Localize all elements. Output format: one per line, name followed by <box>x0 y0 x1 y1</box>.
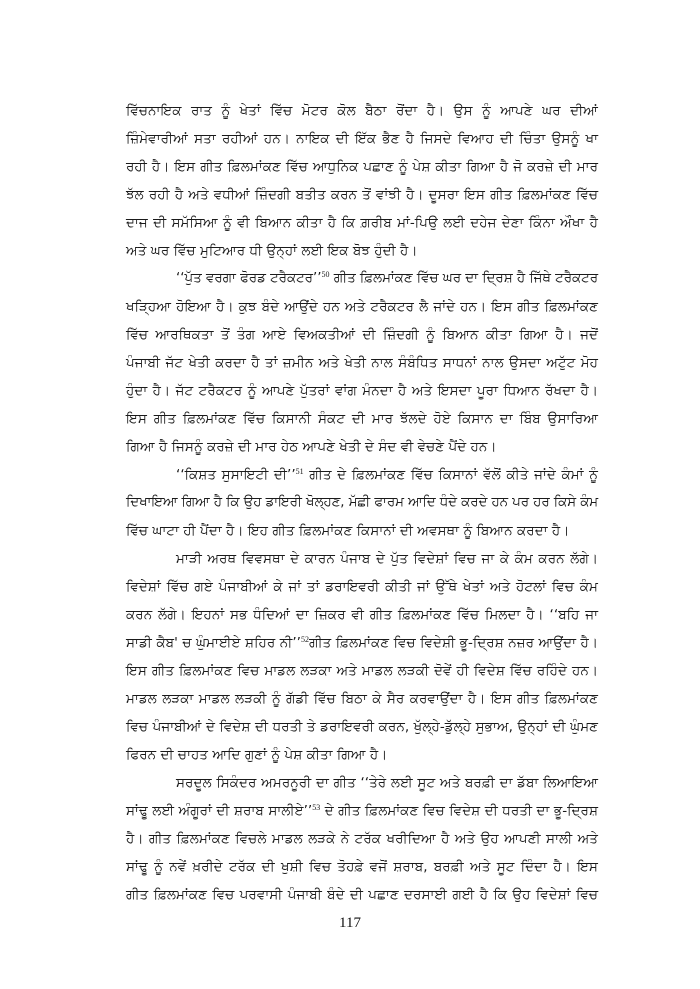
line-text: ਮਾਡਲ ਲੜਕਾ ਮਾਡਲ ਲੜਕੀ ਨੂੰ ਗੱਡੀ ਵਿੱਚ ਬਿਠਾ ਕੇ ਸੈਰ ਕਰਵਾਉਂਦਾ ਹੈ। ਇਸ ਗੀਤ ਫ਼ਿਲਮਾਂਕਣ <box>126 691 598 707</box>
line-text: ਸਾਂਢੂ ਲਈ ਅੰਗੂਰਾਂ ਦੀ ਸ਼ਰਾਬ ਸਾਲੀਏ’’ <box>126 803 313 819</box>
footnote-reference: 52 <box>300 635 309 644</box>
line-text: ਦਾਜ ਦੀ ਸਮੱਸਿਆ ਨੂੰ ਵੀ ਬਿਆਨ ਕੀਤਾ ਹੈ ਕਿ ਗ਼ਰੀਬ ਮਾਂ-ਪਿਉ ਲਈ ਦਹੇਜ ਦੇਣਾ ਕਿੰਨਾ ਔਖਾ ਹੈ <box>126 215 598 231</box>
text-line <box>126 657 598 685</box>
text-line <box>126 181 598 209</box>
line-text: ਦਿਖਾਇਆ ਗਿਆ ਹੈ ਕਿ ਉਹ ਡਾਇਰੀ ਖੋਲ੍ਹਣ, ਮੱਛੀ ਫਾਰਮ ਆਦਿ ਧੰਦੇ ਕਰਦੇ ਹਨ ਪਰ ਹਰ ਕਿਸੇ ਕੰਮ <box>126 495 598 510</box>
footnote-reference: 51 <box>295 467 304 476</box>
line-text: ਵਿੱਚ ਆਰਥਿਕਤਾ ਤੋਂ ਤੰਗ ਆਏ ਵਿਅਕਤੀਆਂ ਦੀ ਜ਼ਿੰਦਗੀ ਨੂੰ ਬਿਆਨ ਕੀਤਾ ਗਿਆ ਹੈ। ਜਦੋਂ <box>126 327 598 343</box>
line-text: ਮਾੜੀ ਅਰਥ ਵਿਵਸਥਾ ਦੇ ਕਾਰਨ ਪੰਜਾਬ ਦੇ ਪੁੱਤ ਵਿਦੇਸ਼ਾਂ ਵਿਚ ਜਾ ਕੇ ਕੰਮ ਕਰਨ ਲੱਗੇ। <box>176 551 598 567</box>
line-text-continued: ਗੀਤ ਫ਼ਿਲਮਾਂਕਣ ਵਿੱਚ ਘਰ ਦਾ ਦ੍ਰਿਸ਼ ਹੈ ਜਿੱਥੇ ਟਰੈਕਟਰ <box>329 271 599 286</box>
text-line <box>126 797 598 825</box>
text-line <box>126 237 598 265</box>
text-line <box>126 517 598 545</box>
text-line <box>126 741 598 769</box>
line-text: ਫਿਰਨ ਦੀ ਚਾਹਤ ਆਦਿ ਗੁਣਾਂ ਨੂੰ ਪੇਸ਼ ਕੀਤਾ ਗਿਆ ਹੈ। <box>126 747 388 763</box>
text-line <box>126 321 598 349</box>
text-line <box>126 629 598 657</box>
line-text: ਵਿੱਚ ਘਾਟਾ ਹੀ ਪੈਂਦਾ ਹੈ। ਇਹ ਗੀਤ ਫ਼ਿਲਮਾਂਕਣ ਕਿਸਾਨਾਂ ਦੀ ਅਵਸਥਾ ਨੂੰ ਬਿਆਨ ਕਰਦਾ ਹੈ। <box>126 523 570 539</box>
line-text: ਗਿਆ ਹੈ ਜਿਸਨੂੰ ਕਰਜ਼ੇ ਦੀ ਮਾਰ ਹੇਠ ਆਪਣੇ ਖੇਤੀ ਦੇ ਸੰਦ ਵੀ ਵੇਚਣੇ ਪੈਂਦੇ ਹਨ। <box>126 439 497 455</box>
footnote-reference: 50 <box>321 270 330 279</box>
line-text: ਇਸ ਗੀਤ ਫ਼ਿਲਮਾਂਕਣ ਵਿੱਚ ਕਿਸਾਨੀ ਸੰਕਟ ਦੀ ਮਾਰ ਝੱਲਦੇ ਹੋਏ ਕਿਸਾਨ ਦਾ ਬਿੰਬ ਉਸਾਰਿਆ <box>126 411 598 427</box>
line-text: ਹੈ। ਗੀਤ ਫ਼ਿਲਮਾਂਕਣ ਵਿਚਲੇ ਮਾਡਲ ਲੜਕੇ ਨੇ ਟਰੱਕ ਖਰੀਦਿਆ ਹੈ ਅਤੇ ਉਹ ਆਪਣੀ ਸਾਲੀ ਅਤੇ <box>126 831 598 847</box>
line-text: ਸਾਡੀ ਕੈਬ' ਚ ਘੁੰਮਾਈਏ ਸ਼ਹਿਰ ਨੀ’’ <box>126 635 301 651</box>
paragraph-first-line <box>126 265 598 293</box>
text-line <box>126 377 598 405</box>
text-line <box>126 97 598 125</box>
line-text: ਅਤੇ ਘਰ ਵਿੱਚ ਮੁਟਿਆਰ ਧੀ ਉਨ੍ਹਾਂ ਲਈ ਇਕ ਬੋਝ ਹੁੰਦੀ ਹੈ। <box>126 243 418 259</box>
line-text: ਇਸ ਗੀਤ ਫ਼ਿਲਮਾਂਕਣ ਵਿਚ ਮਾਡਲ ਲੜਕਾ ਅਤੇ ਮਾਡਲ ਲੜਕੀ ਦੋਵੇਂ ਹੀ ਵਿਦੇਸ਼ ਵਿੱਚ ਰਹਿੰਦੇ ਹਨ। <box>126 663 598 679</box>
line-text-continued: ਗੀਤ ਦੇ ਫ਼ਿਲਮਾਂਕਣ ਵਿੱਚ ਕਿਸਾਨਾਂ ਵੱਲੋਂ ਕੀਤੇ ਜਾਂਦੇ ਕੰਮਾਂ ਨੂੰ <box>303 467 598 483</box>
text-line <box>126 853 598 881</box>
line-text: ਵਿੱਚਨਾਇਕ ਰਾਤ ਨੂੰ ਖੇਤਾਂ ਵਿੱਚ ਮੋਟਰ ਕੋਲ ਬੈਠਾ ਰੋਂਦਾ ਹੈ। ਉਸ ਨੂੰ ਆਪਣੇ ਘਰ ਦੀਆਂ <box>126 103 598 119</box>
text-line <box>126 601 598 629</box>
line-text: ਹੁੰਦਾ ਹੈ। ਜੱਟ ਟਰੈਕਟਰ ਨੂੰ ਆਪਣੇ ਪੁੱਤਰਾਂ ਵਾਂਗ ਮੰਨਦਾ ਹੈ ਅਤੇ ਇਸਦਾ ਪੂਰਾ ਧਿਆਨ ਰੱਖਦਾ ਹੈ। <box>126 383 598 399</box>
line-text: ‘‘ਪੁੱਤ ਵਰਗਾ ਫੋਰਡ ਟਰੈਕਟਰ’’ <box>176 271 322 286</box>
line-text: ਵਿਦੇਸ਼ਾਂ ਵਿੱਚ ਗਏ ਪੰਜਾਬੀਆਂ ਕੇ ਜਾਂ ਤਾਂ ਡਰਾਇਵਰੀ ਕੀਤੀ ਜਾਂ ਉੱਥੇ ਖੇਤਾਂ ਅਤੇ ਹੋਟਲਾਂ ਵਿਚ ਕੰਮ <box>126 579 598 595</box>
line-text-continued: ਦੇ ਗੀਤ ਫ਼ਿਲਮਾਂਕਣ ਵਿਚ ਵਿਦੇਸ਼ ਦੀ ਧਰਤੀ ਦਾ ਭੂ-ਦ੍ਰਿਸ਼ <box>320 803 598 819</box>
text-line <box>126 405 598 433</box>
text-line <box>126 125 598 153</box>
paragraph-first-line <box>126 545 598 573</box>
line-text: ਸਾਂਢੂ ਨੂੰ ਨਵੇਂ ਖ਼ਰੀਦੇ ਟਰੱਕ ਦੀ ਖੁਸ਼ੀ ਵਿਚ ਤੋਹਫ਼ੇ ਵਜੋਂ ਸ਼ਰਾਬ, ਬਰਫ਼ੀ ਅਤੇ ਸੂਟ ਦਿੰਦਾ ਹੈ। ਇਸ <box>126 859 598 875</box>
text-line <box>126 713 598 741</box>
text-line <box>126 825 598 853</box>
text-line <box>126 349 598 377</box>
page-number: 117 <box>339 915 361 931</box>
line-text: ‘‘ਕਿਸ਼ਤ ਸੁਸਾਇਟੀ ਦੀ’’ <box>176 467 296 483</box>
line-text: ਕਰਨ ਲੱਗੇ। ਇਹਨਾਂ ਸਭ ਧੰਦਿਆਂ ਦਾ ਜ਼ਿਕਰ ਵੀ ਗੀਤ ਫ਼ਿਲਮਾਂਕਣ ਵਿੱਚ ਮਿਲਦਾ ਹੈ। ‘‘ਬਹਿ ਜਾ <box>126 607 598 623</box>
line-text-continued: ਗੀਤ ਫ਼ਿਲਮਾਂਕਣ ਵਿਚ ਵਿਦੇਸ਼ੀ ਭੂ-ਦ੍ਰਿਸ਼ ਨਜ਼ਰ ਆਉਂਦਾ ਹੈ। <box>308 635 598 651</box>
text-line <box>126 685 598 713</box>
text-line <box>126 489 598 517</box>
line-text: ਝੱਲ ਰਹੀ ਹੈ ਅਤੇ ਵਧੀਆਂ ਜ਼ਿੰਦਗੀ ਬਤੀਤ ਕਰਨ ਤੋਂ ਵਾਂਝੀ ਹੈ। ਦੂਸਰਾ ਇਸ ਗੀਤ ਫ਼ਿਲਮਾਂਕਣ ਵਿੱਚ <box>126 187 598 203</box>
text-line <box>126 293 598 321</box>
paragraph-first-line <box>126 461 598 489</box>
line-text: ਵਿਚ ਪੰਜਾਬੀਆਂ ਦੇ ਵਿਦੇਸ਼ ਦੀ ਧਰਤੀ ਤੇ ਡਰਾਇਵਰੀ ਕਰਨ, ਖੁੱਲ੍ਹੇ-ਡੁੱਲ੍ਹੇ ਸੁਭਾਅ, ਉਨ੍ਹਾਂ ਦੀ ਘੁੰਮਣ <box>126 719 598 735</box>
line-text: ਖੜ੍ਹਿਆ ਹੋਇਆ ਹੈ। ਕੁਝ ਬੰਦੇ ਆਉਂਦੇ ਹਨ ਅਤੇ ਟਰੈਕਟਰ ਲੈ ਜਾਂਦੇ ਹਨ। ਇਸ ਗੀਤ ਫ਼ਿਲਮਾਂਕਣ <box>126 299 598 315</box>
paragraph-first-line <box>126 769 598 797</box>
text-line <box>126 209 598 237</box>
text-line <box>126 153 598 181</box>
text-line <box>126 573 598 601</box>
line-text: ਜ਼ਿੰਮੇਵਾਰੀਆਂ ਸਤਾ ਰਹੀਆਂ ਹਨ। ਨਾਇਕ ਦੀ ਇੱਕ ਭੈਣ ਹੈ ਜਿਸਦੇ ਵਿਆਹ ਦੀ ਚਿੰਤਾ ਉਸਨੂੰ ਖਾ <box>126 131 598 147</box>
text-line <box>126 881 598 909</box>
body-text <box>126 97 598 909</box>
line-text: ਰਹੀ ਹੈ। ਇਸ ਗੀਤ ਫ਼ਿਲਮਾਂਕਣ ਵਿੱਚ ਆਧੁਨਿਕ ਪਛਾਣ ਨੂੰ ਪੇਸ਼ ਕੀਤਾ ਗਿਆ ਹੈ ਜੋ ਕਰਜ਼ੇ ਦੀ ਮਾਰ <box>126 159 598 175</box>
footnote-reference: 53 <box>312 803 321 812</box>
line-text: ਪੰਜਾਬੀ ਜੱਟ ਖੇਤੀ ਕਰਦਾ ਹੈ ਤਾਂ ਜ਼ਮੀਨ ਅਤੇ ਖੇਤੀ ਨਾਲ ਸੰਬੰਧਿਤ ਸਾਧਨਾਂ ਨਾਲ ਉਸਦਾ ਅਟੁੱਟ ਮੋਹ <box>126 355 598 371</box>
line-text: ਗੀਤ ਫ਼ਿਲਮਾਂਕਣ ਵਿਚ ਪਰਵਾਸੀ ਪੰਜਾਬੀ ਬੰਦੇ ਦੀ ਪਛਾਣ ਦਰਸਾਈ ਗਈ ਹੈ ਕਿ ਉਹ ਵਿਦੇਸ਼ਾਂ ਵਿਚ <box>126 887 598 903</box>
line-text: ਸਰਦੂਲ ਸਿਕੰਦਰ ਅਮਰਨੂਰੀ ਦਾ ਗੀਤ ‘‘ਤੇਰੇ ਲਈ ਸੂਟ ਅਤੇ ਬਰਫ਼ੀ ਦਾ ਡੱਬਾ ਲਿਆਇਆ <box>176 775 598 791</box>
text-line <box>126 433 598 461</box>
